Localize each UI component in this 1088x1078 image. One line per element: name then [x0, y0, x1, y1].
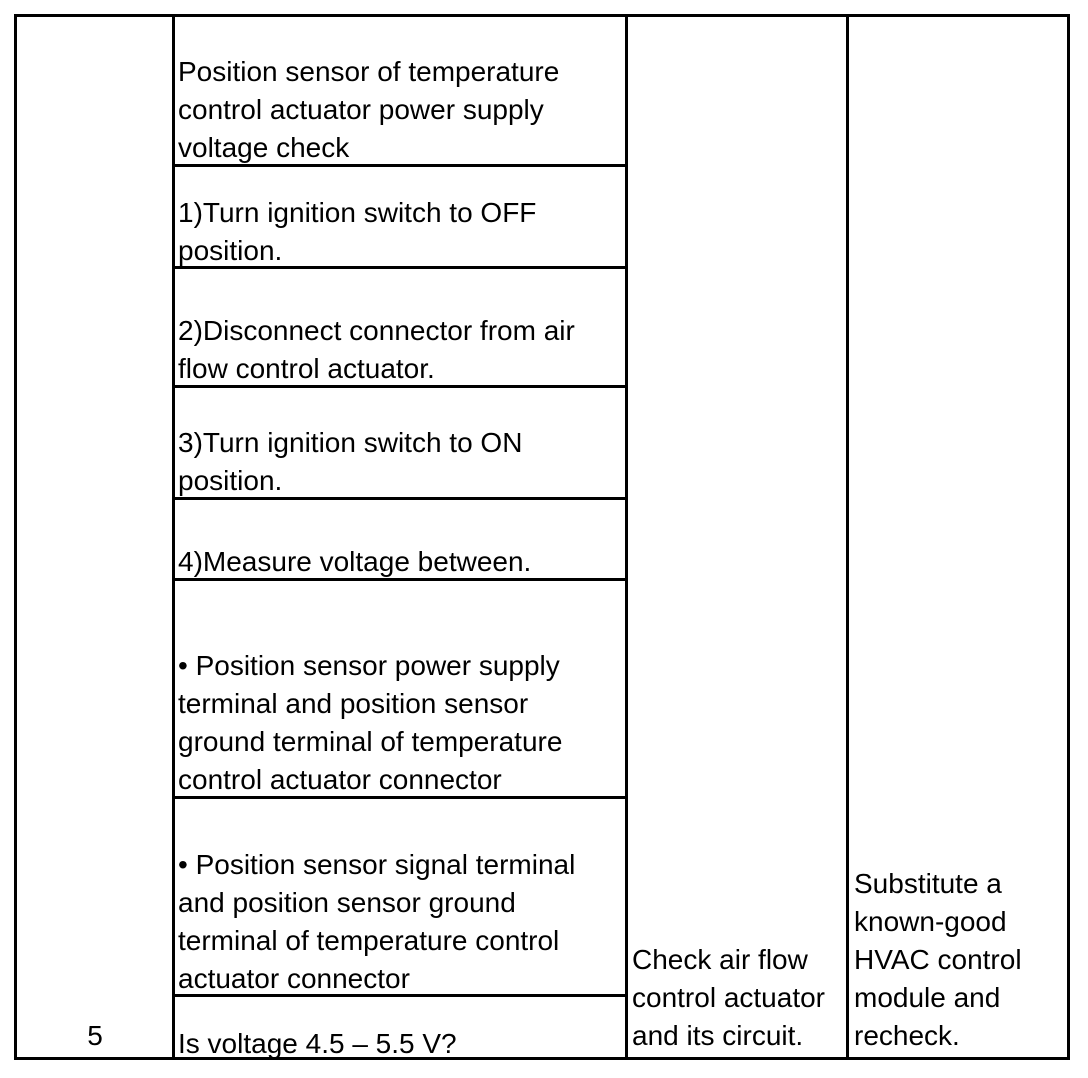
step-number: 5: [87, 1020, 103, 1051]
action-step: 4)Measure voltage between.: [178, 546, 532, 577]
action-bullet: • Position sensor power supply terminal and position sensor ground terminal of temperature control actuator connector: [178, 650, 563, 795]
troubleshooting-table: [14, 14, 1070, 1060]
no-result: Substitute a known-good HVAC control module and recheck.: [854, 868, 1022, 1051]
column-divider: [625, 17, 628, 1057]
action-bullet: • Position sensor signal terminal and position sensor ground terminal of temperature control actuator connector: [178, 849, 576, 994]
column-divider: [846, 17, 849, 1057]
column-divider: [172, 17, 175, 1057]
action-question: Is voltage 4.5 – 5.5 V?: [178, 1028, 457, 1059]
action-step: 2)Disconnect connector from air flow control actuator.: [178, 315, 575, 384]
action-step: 1)Turn ignition switch to OFF position.: [178, 197, 537, 266]
yes-result: Check air flow control actuator and its circuit.: [632, 944, 825, 1051]
action-step: 3)Turn ignition switch to ON position.: [178, 427, 523, 496]
action-title: Position sensor of temperature control actuator power supply voltage check: [178, 56, 560, 163]
